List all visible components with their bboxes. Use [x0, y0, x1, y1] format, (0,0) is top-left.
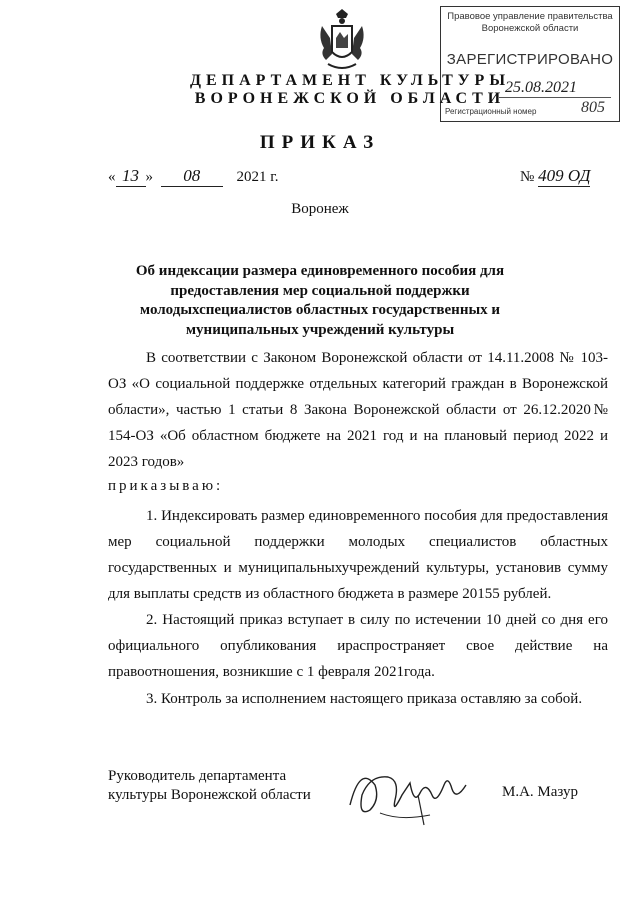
- item-3-paragraph: 3. Контроль за исполнением настоящего приказа оставляю за собой.: [146, 691, 583, 707]
- number-value: 409 ОД: [538, 166, 591, 185]
- number-sign: №: [520, 169, 535, 185]
- date-month: 08: [161, 166, 223, 187]
- stamp-date: 25.08.2021: [505, 79, 577, 96]
- handwritten-signature-icon: [340, 755, 480, 830]
- order-title: Об индексации размера единовременного пособия для предоставления мер социальной поддержки молодыхспециалистов областных государственных и муниципальных учреждений культуры: [135, 263, 505, 338]
- stamp-line2: Воронежской области: [481, 23, 579, 34]
- item-1-paragraph: 1. Индексировать размер единовременного пособия для предоставления мер социальной поддержки молодых специалистов областных государственных и муниципальныхучреждений культуры, установив сумму для выплаты средств из областного бюджета в размере 20155 рублей.: [108, 508, 608, 602]
- order-number: [520, 166, 590, 187]
- date-open-quote: «: [108, 169, 116, 185]
- preamble-paragraph: В соответствии с Законом Воронежской области от 14.11.2008 № 103-ОЗ «О социальной поддержке отдельных категорий граждан в Воронежской области», частью 1 статьи 8 Закона Воронежской области от 26.12.2020№ 154-ОЗ «Об областном бюджете на 2021 год и на плановый период 2022 и 2023 годов»: [108, 350, 608, 470]
- stamp-regno: 805: [581, 99, 605, 116]
- date-day: 13: [116, 166, 146, 187]
- position-line1: Руководитель департамента: [108, 768, 287, 784]
- department-line1: ДЕПАРТАМЕНТ КУЛЬТУРЫ: [189, 72, 511, 89]
- stamp-registered: ЗАРЕГИСТРИРОВАНО: [446, 51, 614, 68]
- stamp-regno-label: Регистрационный номер: [445, 107, 537, 116]
- order-date: [108, 166, 278, 187]
- document-type: ПРИКАЗ: [259, 132, 381, 153]
- city: Воронеж: [291, 201, 349, 217]
- stamp-line1: Правовое управление правительства: [447, 11, 613, 22]
- signatory-position: [108, 767, 311, 805]
- date-year: 2021 г.: [236, 169, 279, 185]
- department-line2: ВОРОНЕЖСКОЙ ОБЛАСТИ: [194, 90, 506, 107]
- signatory-name: М.А. Мазур: [502, 784, 579, 800]
- item-2-paragraph: 2. Настоящий приказ вступает в силу по истечении 10 дней со дня его официального опубликования ираспространяет свое действие на правоотношения, возникшие с 1 февраля 2021года.: [108, 612, 608, 680]
- date-close-quote: »: [145, 169, 153, 185]
- orders-word: приказываю:: [108, 478, 224, 494]
- coat-of-arms-icon: [316, 8, 368, 76]
- position-line2: культуры Воронежской области: [108, 787, 311, 803]
